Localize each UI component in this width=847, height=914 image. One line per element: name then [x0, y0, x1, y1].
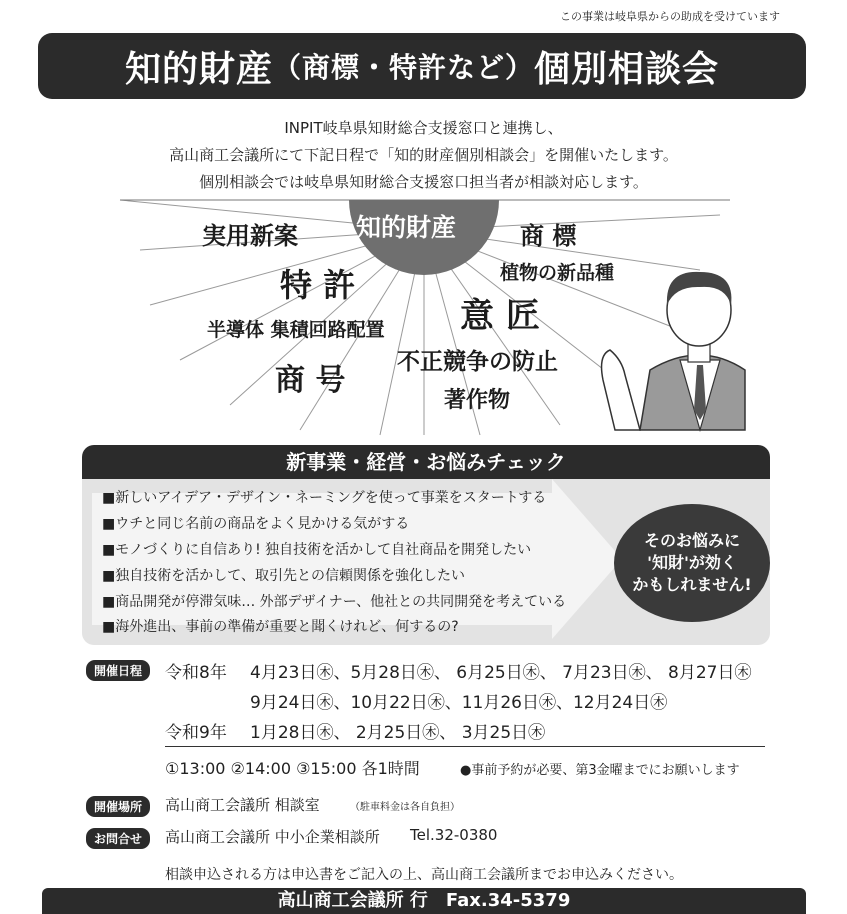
- schedule-row-3: 1月28日㊍、 2月25日㊍、 3月25日㊍: [250, 723, 546, 743]
- schedule-row-2: 9月24日㊍、10月22日㊍、11月26日㊍、12月24日㊍: [250, 693, 668, 713]
- intro-line-1: INPIT岐阜県知財総合支援窓口と連携し、: [284, 119, 563, 137]
- keyword-shohyo: 商 標: [520, 222, 577, 250]
- schedule-note: ●事前予約が必要、第3金曜までにお願いします: [460, 763, 740, 778]
- contact-text: 高山商工会議所 中小企業相談所: [165, 828, 380, 846]
- advice-bubble: [614, 504, 770, 622]
- title-paren: （商標・特許など）: [272, 51, 534, 84]
- bubble-line-3: かもしれません!: [632, 575, 752, 594]
- checklist-title: 新事業・経営・お悩みチェック: [82, 445, 770, 479]
- keyword-isho: 意 匠: [460, 296, 540, 336]
- divider: [165, 746, 765, 747]
- subsidy-note: この事業は岐阜県からの助成を受けています: [560, 10, 780, 23]
- checklist-item: ■新しいアイデア・デザイン・ネーミングを使って事業をスタートする: [102, 490, 547, 506]
- venue-note: （駐車料金は各自負担）: [350, 802, 460, 813]
- bubble-line-2: '知財'が効く: [647, 553, 737, 572]
- keyword-fusei: 不正競争の防止: [397, 349, 558, 375]
- keyword-tokkyo: 特 許: [280, 266, 356, 304]
- schedule-year-1: 令和8年: [165, 663, 227, 683]
- keyword-shokubutsu: 植物の新品種: [500, 262, 615, 284]
- contact-tag: お問合せ: [86, 828, 150, 849]
- checklist-item: ■海外進出、事前の準備が重要と聞くけれど、何するの?: [102, 619, 459, 635]
- venue-tag: 開催場所: [86, 796, 150, 817]
- keyword-shogo: 商 号: [275, 363, 346, 398]
- intro-line-3: 個別相談会では岐阜県知財総合支援窓口担当者が相談対応します。: [199, 173, 648, 191]
- intro-line-2: 高山商工会議所にて下記日程で「知的財産個別相談会」を開催いたします。: [169, 146, 678, 164]
- title-main: 知的財産: [124, 48, 273, 90]
- checklist-item: ■独自技術を活かして、取引先との信頼関係を強化したい: [102, 568, 465, 584]
- bubble-line-1: そのお悩みに: [643, 531, 740, 550]
- keyword-center: 知的財産: [356, 213, 457, 242]
- apply-note: 相談申込される方は申込書をご記入の上、高山商工会議所までお申込みください。: [165, 867, 683, 883]
- checklist-item: ■ウチと同じ名前の商品をよく見かける気がする: [102, 516, 410, 532]
- fax-footer: 高山商工会議所 行 Fax.34-5379: [42, 888, 806, 914]
- contact-tel: Tel.32-0380: [410, 826, 498, 844]
- schedule-times: ①13:00 ②14:00 ③15:00 各1時間: [165, 759, 420, 778]
- businessman-illustration: [602, 272, 745, 430]
- schedule-tag: 開催日程: [86, 660, 150, 681]
- checklist-item: ■商品開発が停滞気味… 外部デザイナー、他社との共同開発を考えている: [102, 594, 567, 610]
- title-tail: 個別相談会: [534, 48, 720, 90]
- keyword-handotai: 半導体 集積回路配置: [207, 319, 385, 341]
- schedule-row-1: 4月23日㊍、5月28日㊍、 6月25日㊍、 7月23日㊍、 8月27日㊍: [250, 663, 752, 683]
- schedule-year-2: 令和9年: [165, 723, 227, 743]
- checklist-item: ■モノづくりに自信あり! 独自技術を活かして自社商品を開発したい: [102, 542, 532, 558]
- page-title: [38, 33, 806, 99]
- keyword-jitsuyo: 実用新案: [202, 222, 298, 250]
- keyword-chosaku: 著作物: [444, 388, 511, 413]
- venue-text: 高山商工会議所 相談室: [165, 796, 320, 814]
